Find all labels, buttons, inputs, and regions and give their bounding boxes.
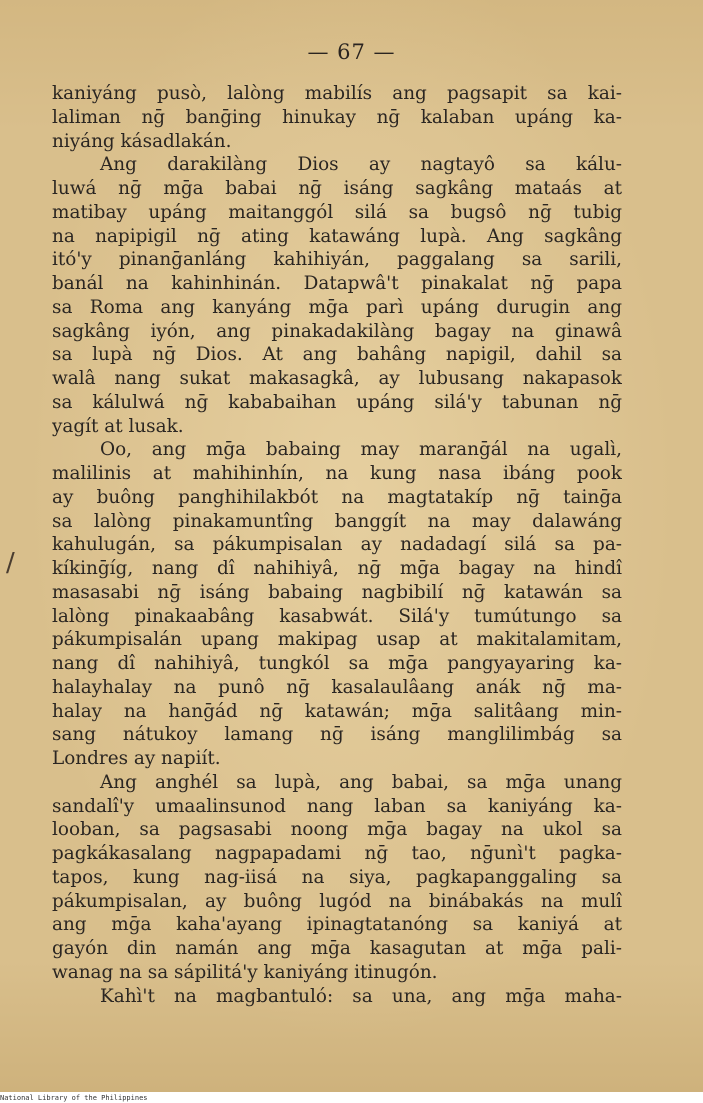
margin-pencil-mark: /: [6, 548, 15, 578]
text-line: itó'y pinanḡanláng kahihiyán, paggalang sa sarili,: [52, 249, 622, 271]
text-line: walâ nang sukat makasagkâ, ay lubusang nakapasok: [52, 368, 622, 389]
text-line: lalòng pinakaabâng kasabwát. Silá'y tumútungo sa: [52, 605, 622, 627]
text-line: sa kálulwá nḡ kababaihan upáng silá'y tabunan nḡ: [52, 391, 622, 413]
text-line: sa lalòng pinakamuntîng banggít na may dalawáng: [52, 510, 622, 532]
text-line: kíkinḡíg, nang dî nahihiyâ, nḡ mḡa bagay na hindî: [52, 558, 622, 579]
text-line: banál na kahinhinán. Datapwâ't pinakalat nḡ papa: [52, 273, 622, 294]
text-line: niyáng kásadlakán.: [52, 130, 232, 152]
text-line: tapos, kung nag-iisá na siya, pagkapanggaling sa: [52, 866, 622, 888]
text-line: sa lupà nḡ Dios. At ang bahâng napigil, dahil sa: [52, 344, 622, 366]
text-line: kahulugán, sa pákumpisalan ay nadadagí silá sa pa-: [52, 534, 622, 556]
text-line: pagkákasalang nagpapadami nḡ tao, nḡunì't pagka-: [52, 843, 622, 864]
text-line: luwá nḡ mḡa babai nḡ isáng sagkâng mataás at: [52, 178, 622, 199]
text-line: nang dî nahihiyâ, tungkól sa mḡa pangyayaring ka-: [52, 653, 622, 674]
text-line: masasabi nḡ isáng babaing nagbibilí nḡ katawán sa: [52, 581, 622, 603]
text-line: wanag na sa sápilitá'y kaniyáng itinugón.: [52, 961, 438, 983]
footer-credit: National Library of the Philippines: [0, 1094, 148, 1102]
body-text: [52, 82, 622, 1008]
text-line: pákumpisalan, ay buông lugód na binábakás na mulî: [52, 890, 622, 912]
text-line: laliman nḡ banḡing hinukay nḡ kalaban upáng ka-: [52, 106, 622, 128]
text-line: sagkâng iyón, ang pinakadakilàng bagay na ginawâ: [52, 320, 622, 342]
text-line: gayón din namán ang mḡa kasagutan at mḡa pali-: [52, 938, 622, 959]
text-line: ang mḡa kaha'ayang ipinagtatanóng sa kaniyá at: [52, 914, 622, 936]
text-line: malilinis at mahihinhín, na kung nasa ibáng pook: [52, 463, 622, 484]
text-line: matibay upáng maitanggól silá sa bugsô nḡ tubig: [52, 201, 622, 223]
text-line: Kahì't na magbantuló: sa una, ang mḡa maha-: [100, 985, 622, 1007]
text-line: ay buông panghihilakbót na magtatakíp nḡ tainḡa: [52, 486, 622, 508]
text-line: halay na hanḡád nḡ katawán; mḡa salitâang min-: [52, 700, 622, 722]
text-line: sang nátukoy lamang nḡ isáng manglilimbág sa: [52, 724, 622, 746]
text-line: Londres ay napiít.: [52, 748, 221, 769]
text-line: looban, sa pagsasabi noong mḡa bagay na ukol sa: [52, 819, 622, 841]
text-line: halayhalay na punô nḡ kasalaulâang anák nḡ ma-: [52, 676, 622, 698]
text-line: Ang anghél sa lupà, ang babai, sa mḡa unang: [100, 771, 622, 793]
text-line: Ang darakilàng Dios ay nagtayô sa kálu-: [100, 154, 622, 176]
page-number: — 67 —: [307, 40, 396, 64]
text-line: yagít at lusak.: [52, 415, 184, 437]
text-line: na napipigil nḡ ating katawáng lupà. Ang sagkâng: [52, 225, 622, 247]
text-line: kaniyáng pusò, lalòng mabilís ang pagsapit sa kai-: [52, 83, 622, 104]
text-line: sa Roma ang kanyáng mḡa parì upáng durugin ang: [52, 296, 622, 318]
text-line: sandalî'y umaalinsunod nang laban sa kaniyáng ka-: [52, 795, 622, 817]
text-line: pákumpisalán upang makipag usap at makitalamitam,: [52, 629, 622, 651]
text-line: Oo, ang mḡa babaing may maranḡál na ugalì,: [100, 439, 622, 461]
